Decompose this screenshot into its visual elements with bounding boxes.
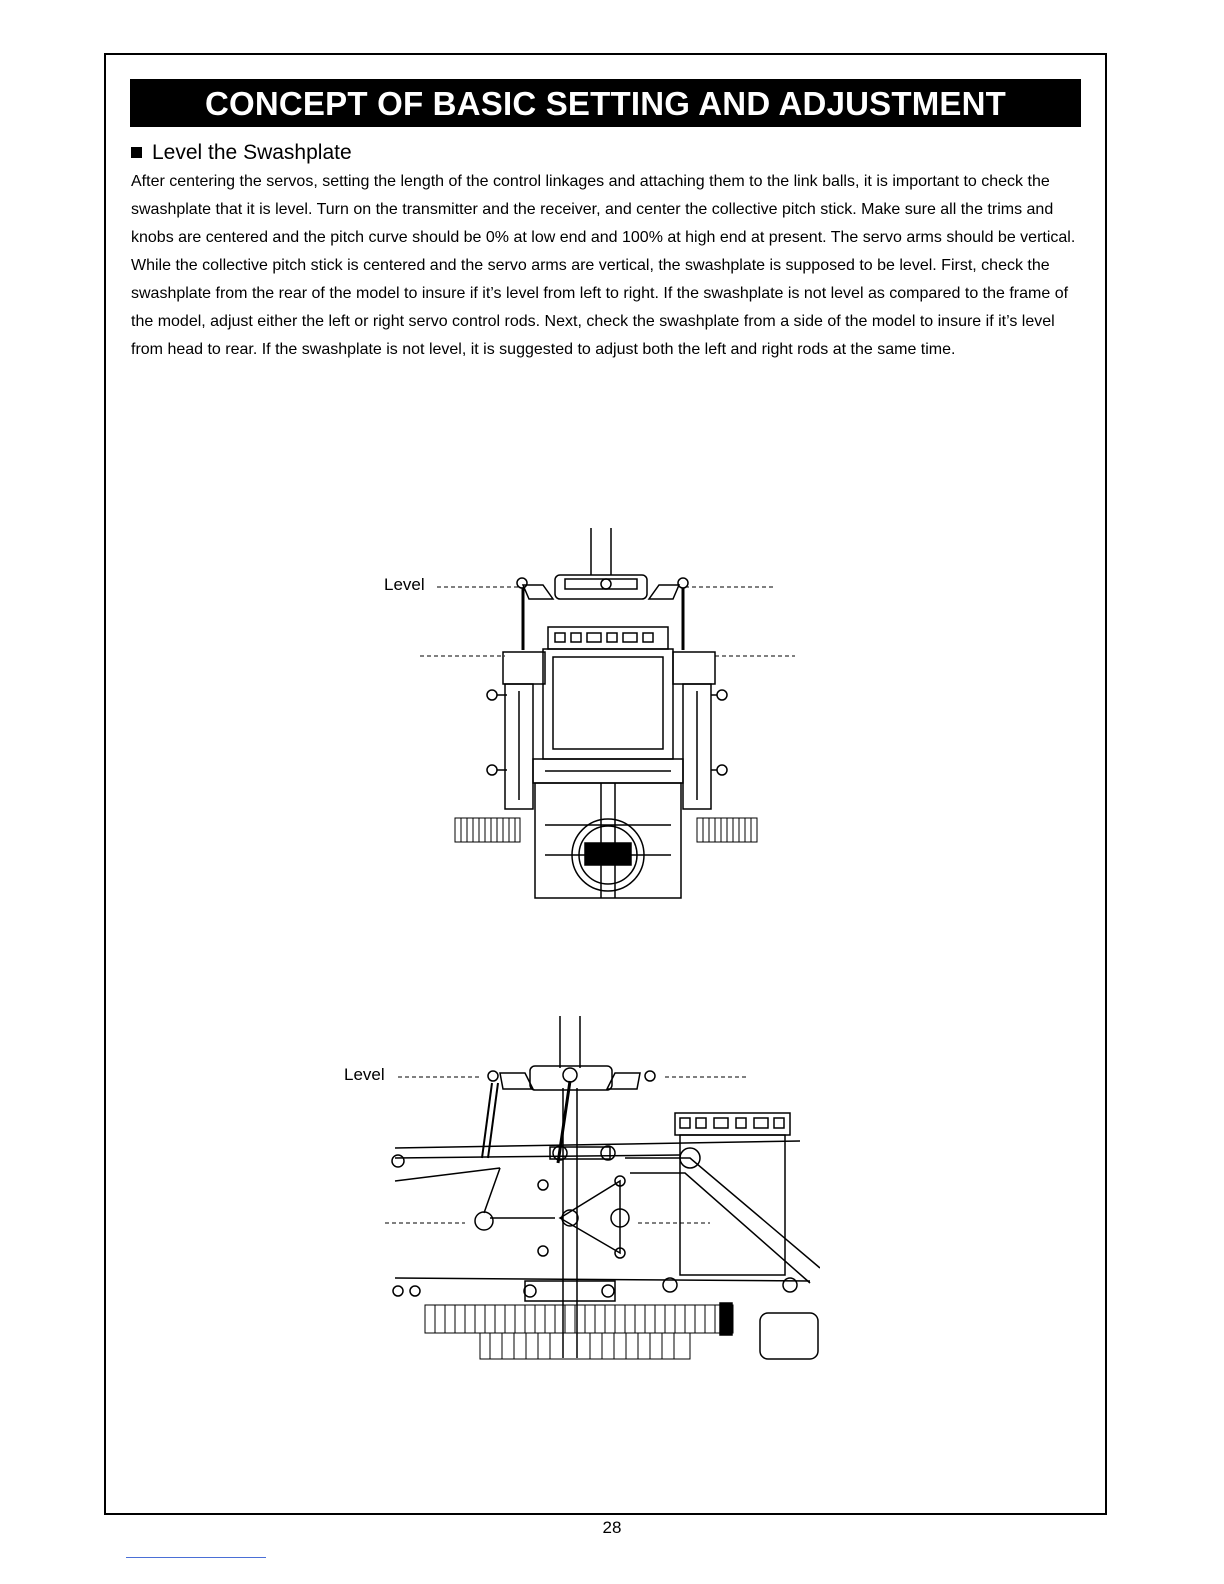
section-heading-text: Level the Swashplate (152, 141, 352, 164)
rear-view-level-label: Level (384, 575, 425, 594)
side-view-diagram (380, 1013, 820, 1363)
section-heading (131, 140, 352, 166)
footer-link-underline (126, 1557, 266, 1558)
side-view-level-label: Level (344, 1065, 385, 1084)
rear-view-diagram (415, 525, 805, 900)
page-title: CONCEPT OF BASIC SETTING AND ADJUSTMENT (130, 79, 1081, 127)
page-number: 28 (602, 1518, 622, 1537)
body-paragraph: After centering the servos, setting the length of the control linkages and attaching them to the link balls, it is important to check the swashplate that it is level. Turn on the transmitter and the receiver, and center the collective pitch stick. Make sure all the trims and knobs are centered and the pitch curve should be 0% at low end and 100% at high end at present. The servo arms should be vertical. While the collective pitch stick is centered and the servo arms are vertical, the swashplate is supposed to be level. First, check the swashplate from the rear of the model to insure if it’s level from left to right. If the swashplate is not level as compared to the frame of the model, adjust either the left or right servo control rods. Next, check the swashplate from a side of the model to insure if it’s level from head to rear. If the swashplate is not level, it is suggested to adjust both the left and right rods at the same time. (131, 173, 1076, 358)
bullet-square-icon (131, 147, 142, 158)
